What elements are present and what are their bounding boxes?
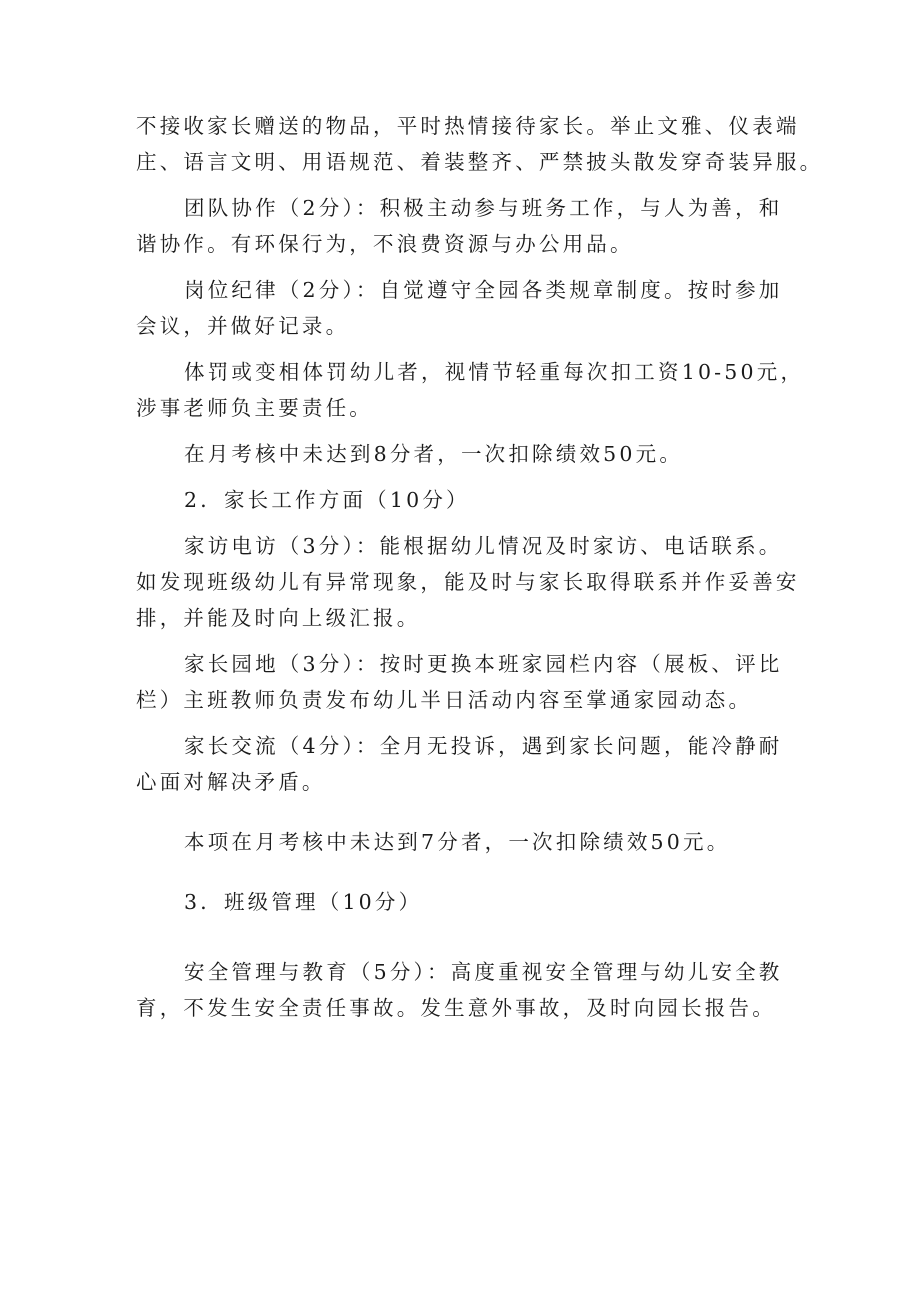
text-line: 岗位纪律（2分）：自觉遵守全园各类规章制度。按时参加 bbox=[184, 278, 783, 302]
text-line: 栏）主班教师负责发布幼儿半日活动内容至掌通家园动态。 bbox=[136, 688, 753, 712]
paragraph-monthly-deduction bbox=[136, 436, 796, 472]
text-line: 3．班级管理（10分） bbox=[184, 890, 423, 914]
text-line: 安全管理与教育（5分）：高度重视安全管理与幼儿安全教 bbox=[184, 960, 783, 984]
text-line: 不接收家长赠送的物品，平时热情接待家长。举止文雅、仪表端 bbox=[136, 114, 800, 138]
text-line: 家长园地（3分）：按时更换本班家园栏内容（展板、评比 bbox=[184, 652, 783, 676]
text-line: 家长交流（4分）：全月无投诉，遇到家长问题，能冷静耐 bbox=[184, 734, 783, 758]
text-line: 本项在月考核中未达到7分者，一次扣除绩效50元。 bbox=[184, 830, 731, 854]
text-line: 谐协作。有环保行为，不浪费资源与办公用品。 bbox=[136, 232, 634, 256]
text-line: 家访电访（3分）：能根据幼儿情况及时家访、电话联系。 bbox=[184, 534, 783, 558]
text-line: 庄、语言文明、用语规范、着装整齐、严禁披头散发穿奇装异服。 bbox=[136, 150, 824, 174]
paragraph-team-collaboration bbox=[136, 190, 796, 262]
section-heading-class-management bbox=[136, 884, 796, 920]
paragraph-parent-communication bbox=[136, 728, 796, 800]
text-line: 团队协作（2分）：积极主动参与班务工作，与人为善，和 bbox=[184, 196, 783, 220]
text-line: 育，不发生安全责任事故。发生意外事故，及时向园长报告。 bbox=[136, 996, 776, 1020]
paragraph-continuation bbox=[136, 108, 824, 180]
section-heading-parent-work bbox=[136, 482, 796, 518]
paragraph-corporal-punishment bbox=[136, 354, 805, 426]
text-line: 在月考核中未达到8分者，一次扣除绩效50元。 bbox=[184, 442, 684, 466]
paragraph-safety-management bbox=[136, 954, 796, 1026]
text-line: 如发现班级幼儿有异常现象，能及时与家长取得联系并作妥善安 bbox=[136, 570, 800, 594]
text-line: 体罚或变相体罚幼儿者，视情节轻重每次扣工资10-50元， bbox=[184, 360, 805, 384]
text-line: 排，并能及时向上级汇报。 bbox=[136, 606, 421, 630]
document-page bbox=[136, 108, 824, 1036]
paragraph-item-deduction bbox=[136, 824, 796, 860]
text-line: 涉事老师负主要责任。 bbox=[136, 396, 373, 420]
paragraph-home-visits bbox=[136, 528, 800, 636]
text-line: 心面对解决矛盾。 bbox=[136, 770, 326, 794]
text-line: 2．家长工作方面（10分） bbox=[184, 488, 470, 512]
paragraph-job-discipline bbox=[136, 272, 796, 344]
text-line: 会议，并做好记录。 bbox=[136, 314, 350, 338]
paragraph-parent-board bbox=[136, 646, 796, 718]
